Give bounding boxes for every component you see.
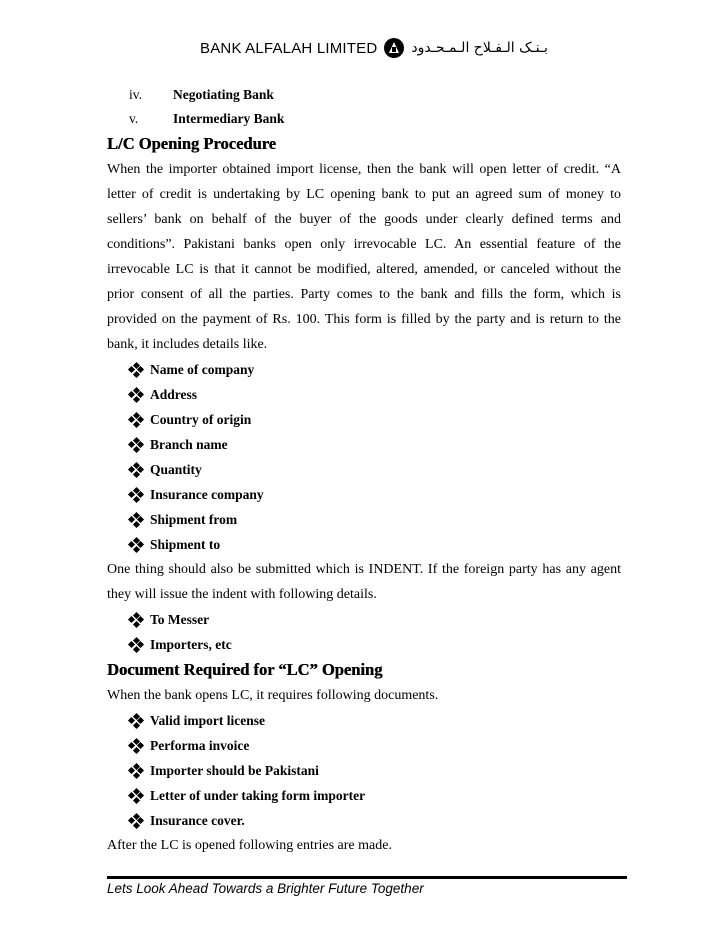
details-bullet-list <box>107 357 621 557</box>
diamond-bullet-icon <box>129 789 143 803</box>
list-item-text: Importer should be Pakistani <box>150 762 319 778</box>
diamond-bullet-icon <box>129 739 143 753</box>
list-item <box>107 632 621 657</box>
list-item <box>107 357 621 382</box>
diamond-bullet-icon <box>129 438 143 452</box>
list-item <box>107 107 621 131</box>
bank-name: BANK ALFALAH LIMITED <box>200 39 378 57</box>
diamond-bullet-icon <box>129 413 143 427</box>
list-item <box>107 457 621 482</box>
list-item <box>107 607 621 632</box>
paragraph-indent: One thing should also be submitted which is INDENT. If the foreign party has any agent they will issue the indent with following details. <box>107 562 621 602</box>
list-item <box>107 532 621 557</box>
paragraph-lc-procedure: When the importer obtained import license, then the bank will open letter of credit. “A letter of credit is undertaking by LC opening bank to put an agreed sum of money to sellers’ bank on behalf of the buyer of the goods under clearly defined terms and conditions”. Pakistani banks open only irrevocable LC. An essential feature of the irrevocable LC is that it cannot be modified, altered, amended, or canceled without the prior consent of all the parties. Party comes to the bank and fills the form, which is provided on the payment of Rs. 100. This form is filled by the party and is return to the bank, it includes details like. <box>107 162 621 352</box>
paragraph-closing: After the LC is opened following entries are made. <box>107 838 392 853</box>
list-item <box>107 507 621 532</box>
list-item <box>107 482 621 507</box>
list-item <box>107 83 621 107</box>
diamond-bullet-icon <box>129 513 143 527</box>
list-item-text: Shipment from <box>150 511 238 527</box>
diamond-bullet-icon <box>129 638 143 652</box>
diamond-bullet-icon <box>129 463 143 477</box>
list-number: v. <box>129 111 139 126</box>
list-item <box>107 407 621 432</box>
diamond-bullet-icon <box>129 488 143 502</box>
list-item <box>107 382 621 407</box>
list-item-text: Negotiating Bank <box>173 87 274 102</box>
list-item <box>107 808 621 833</box>
documents-bullet-list <box>107 708 621 833</box>
list-item-text: Insurance cover. <box>150 812 245 828</box>
list-item-text: Letter of under taking form importer <box>150 787 366 803</box>
bank-alfalah-logo-icon <box>384 38 404 58</box>
roman-list <box>107 83 621 131</box>
page-header <box>200 36 548 60</box>
page-footer: Lets Look Ahead Towards a Brighter Future Together <box>107 881 424 896</box>
list-item-text: To Messer <box>150 611 210 627</box>
diamond-bullet-icon <box>129 388 143 402</box>
list-item-text: Branch name <box>150 436 228 452</box>
list-number: iv. <box>129 87 142 102</box>
diamond-bullet-icon <box>129 613 143 627</box>
list-item-text: Quantity <box>150 461 202 477</box>
list-item-text: Valid import license <box>150 712 266 728</box>
diamond-bullet-icon <box>129 814 143 828</box>
list-item-text: Country of origin <box>150 411 252 427</box>
list-item <box>107 708 621 733</box>
footer-divider <box>107 876 627 879</box>
diamond-bullet-icon <box>129 363 143 377</box>
list-item-text: Shipment to <box>150 536 221 552</box>
list-item-text: Address <box>150 386 198 402</box>
diamond-bullet-icon <box>129 764 143 778</box>
list-item <box>107 783 621 808</box>
section-heading-lc-opening-procedure: L/C Opening Procedure <box>107 134 276 153</box>
list-item-text: Name of company <box>150 361 255 377</box>
diamond-bullet-icon <box>129 714 143 728</box>
paragraph-documents-intro: When the bank opens LC, it requires following documents. <box>107 688 439 703</box>
list-item-text: Performa invoice <box>150 737 250 753</box>
bank-name-urdu: بـنـک الـفـلاح الـمـحـدود <box>411 40 548 56</box>
section-heading-documents-required: Document Required for “LC” Opening <box>107 660 383 679</box>
list-item-text: Insurance company <box>150 486 264 502</box>
list-item <box>107 432 621 457</box>
list-item <box>107 758 621 783</box>
list-item-text: Importers, etc <box>150 636 232 652</box>
diamond-bullet-icon <box>129 538 143 552</box>
indent-bullet-list <box>107 607 621 657</box>
list-item <box>107 733 621 758</box>
page-content <box>107 83 621 858</box>
list-item-text: Intermediary Bank <box>173 111 285 126</box>
